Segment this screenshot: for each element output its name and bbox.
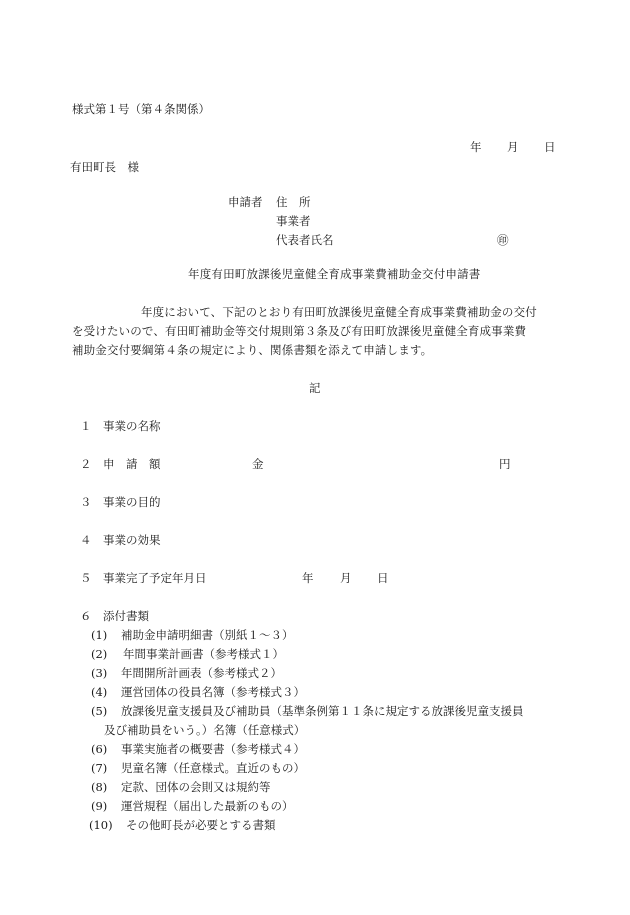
item-6-number: ６ xyxy=(80,609,92,623)
attachment-2-number: (2) xyxy=(91,647,108,661)
item-4-number: ４ xyxy=(80,533,92,547)
seal-mark: ㊞ xyxy=(497,233,509,247)
attachment-3-text: 年間開所計画表（参考様式２） xyxy=(121,666,282,680)
attachment-6-number: (6) xyxy=(91,742,108,756)
item-4-label: 事業の効果 xyxy=(103,533,161,547)
form-number: 様式第１号（第４条関係） xyxy=(72,102,210,116)
attachment-2-text: 年間事業計画書（参考様式１） xyxy=(123,647,284,661)
item-5-month: 月 xyxy=(340,571,352,585)
item-1-label: 事業の名称 xyxy=(103,419,161,433)
representative-label: 代表者氏名 xyxy=(276,233,334,247)
date-day-label: 日 xyxy=(544,140,556,154)
body-line-1: 年度において、下記のとおり有田町放課後児童健全育成事業費補助金の交付 xyxy=(141,305,537,319)
item-6-label: 添付書類 xyxy=(103,609,149,623)
item-3-label: 事業の目的 xyxy=(103,495,161,509)
item-2-kin: 金 xyxy=(252,457,264,471)
business-label: 事業者 xyxy=(276,214,311,228)
attachment-7-text: 児童名簿（任意様式。直近のもの） xyxy=(121,761,305,775)
attachment-6-text: 事業実施者の概要書（参考様式４） xyxy=(121,742,305,756)
attachment-7-number: (7) xyxy=(91,761,108,775)
addressee: 有田町長 様 xyxy=(70,160,139,174)
item-3-number: ３ xyxy=(80,495,92,509)
item-5-number: ５ xyxy=(80,571,92,585)
body-line-3: 補助金交付要綱第４条の規定により、関係書類を添えて申請します。 xyxy=(72,343,433,357)
attachment-9-number: (9) xyxy=(91,799,108,813)
item-5-day: 日 xyxy=(377,571,389,585)
date-year-label: 年 xyxy=(470,140,482,154)
attachment-1-text: 補助金申請明細書（別紙１～３） xyxy=(121,628,294,642)
attachment-8-text: 定款、団体の会則又は規約等 xyxy=(121,780,271,794)
item-2-label: 申 請 額 xyxy=(103,457,161,471)
address-label: 住 所 xyxy=(276,195,311,209)
attachment-8-number: (8) xyxy=(91,780,108,794)
attachment-5-continuation: 及び補助員をいう。）名簿（任意様式） xyxy=(104,723,306,737)
item-5-label: 事業完了予定年月日 xyxy=(103,571,207,585)
attachment-4-number: (4) xyxy=(91,685,108,699)
attachment-9-text: 運営規程（届出した最新のもの） xyxy=(121,799,294,813)
body-line-2: を受けたいので、有田町補助金等交付規則第３条及び有田町放課後児童健全育成事業費 xyxy=(72,324,527,338)
attachment-4-text: 運営団体の役員名簿（参考様式３） xyxy=(121,685,305,699)
item-5-year: 年 xyxy=(302,571,314,585)
date-month-label: 月 xyxy=(507,140,519,154)
attachment-5-text: 放課後児童支援員及び補助員（基準条例第１１条に規定する放課後児童支援員 xyxy=(121,704,524,718)
item-1-number: １ xyxy=(80,419,92,433)
item-2-yen: 円 xyxy=(499,457,511,471)
form-title: 年度有田町放課後児童健全育成事業費補助金交付申請書 xyxy=(188,267,481,281)
applicant-label: 申請者 xyxy=(228,195,263,209)
attachment-1-number: (1) xyxy=(91,628,108,642)
item-2-number: ２ xyxy=(80,457,92,471)
attachment-10-text: その他町長が必要とする書類 xyxy=(126,818,276,832)
attachment-5-number: (5) xyxy=(91,704,108,718)
ki-heading: 記 xyxy=(309,381,321,395)
attachment-3-number: (3) xyxy=(91,666,108,680)
attachment-10-number: (10) xyxy=(89,818,113,832)
